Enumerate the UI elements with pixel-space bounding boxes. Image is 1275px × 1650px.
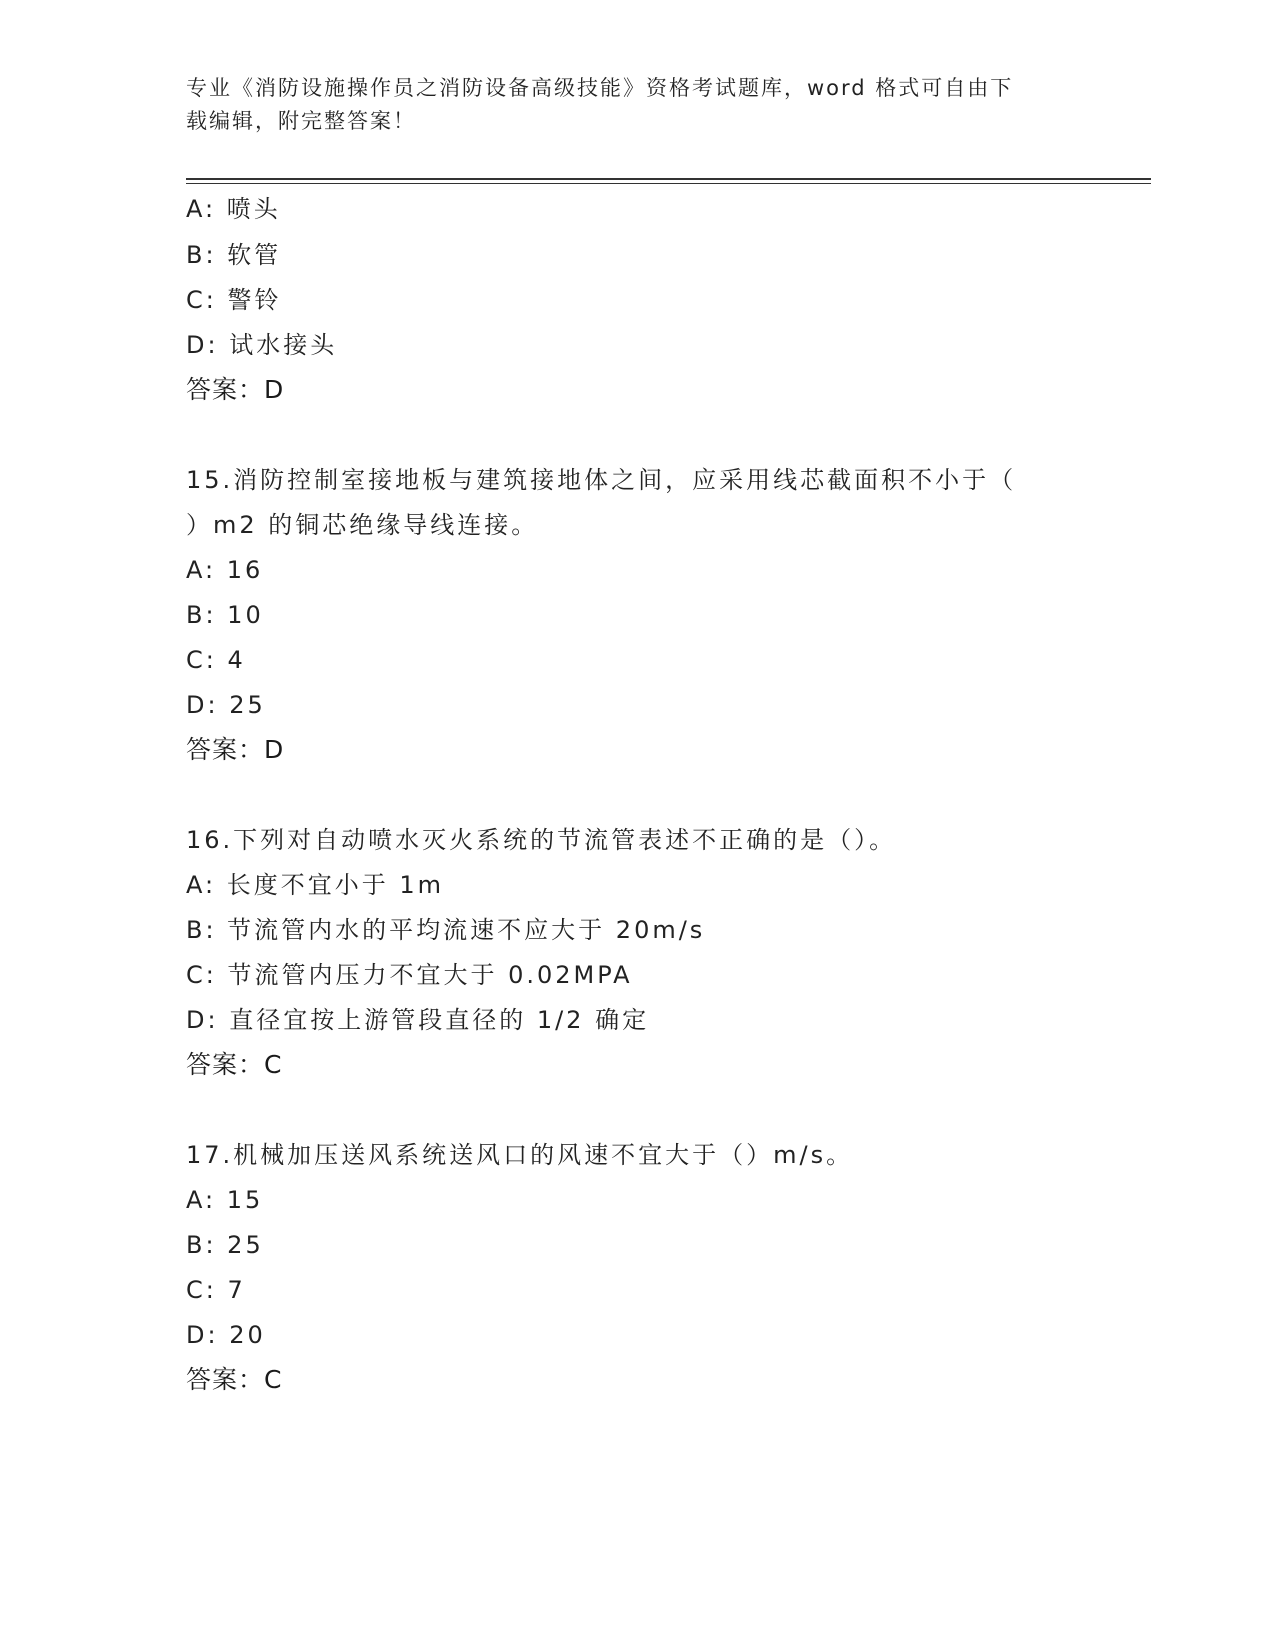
header-divider-thin [186,183,1151,184]
q17-option-c: C: 7 [186,1276,246,1304]
q14-answer: 答案：D [186,375,285,404]
q15-option-d: D: 25 [186,691,266,719]
q17-option-b: B: 25 [186,1231,264,1259]
q17-answer: 答案：C [186,1365,283,1394]
q16-option-a: A: 长度不宜小于 1m [186,871,444,899]
q14-option-b: B: 软管 [186,241,282,269]
q16-option-c: C: 节流管内压力不宜大于 0.02MPA [186,961,633,989]
q15-option-b: B: 10 [186,601,264,629]
q15-option-a: A: 16 [186,556,264,584]
q16-option-b: B: 节流管内水的平均流速不应大于 20m/s [186,916,706,944]
q17-option-a: A: 15 [186,1186,264,1214]
q16-answer: 答案：C [186,1050,283,1079]
q15-answer: 答案：D [186,735,285,764]
q16-question-line-1: 16.下列对自动喷水灭火系统的节流管表述不正确的是（）。 [186,826,897,854]
document-header [186,72,1066,138]
header-divider-thick [186,178,1151,180]
q14-option-a: A: 喷头 [186,195,281,223]
q15-option-c: C: 4 [186,646,246,674]
q14-option-d: D: 试水接头 [186,331,338,359]
q15-question-line-2: ）m2 的铜芯绝缘导线连接。 [186,511,539,539]
q17-question-line-1: 17.机械加压送风系统送风口的风速不宜大于（）m/s。 [186,1141,854,1169]
q16-option-d: D: 直径宜按上游管段直径的 1/2 确定 [186,1006,650,1034]
header-intro-line-2: 载编辑，附完整答案！ [186,109,416,133]
q15-question-line-1: 15.消防控制室接地板与建筑接地体之间，应采用线芯截面积不小于（ [186,466,1017,494]
q14-option-c: C: 警铃 [186,286,282,314]
header-intro-line-1: 专业《消防设施操作员之消防设备高级技能》资格考试题库，word 格式可自由下 [186,76,1014,100]
q17-option-d: D: 20 [186,1321,266,1349]
